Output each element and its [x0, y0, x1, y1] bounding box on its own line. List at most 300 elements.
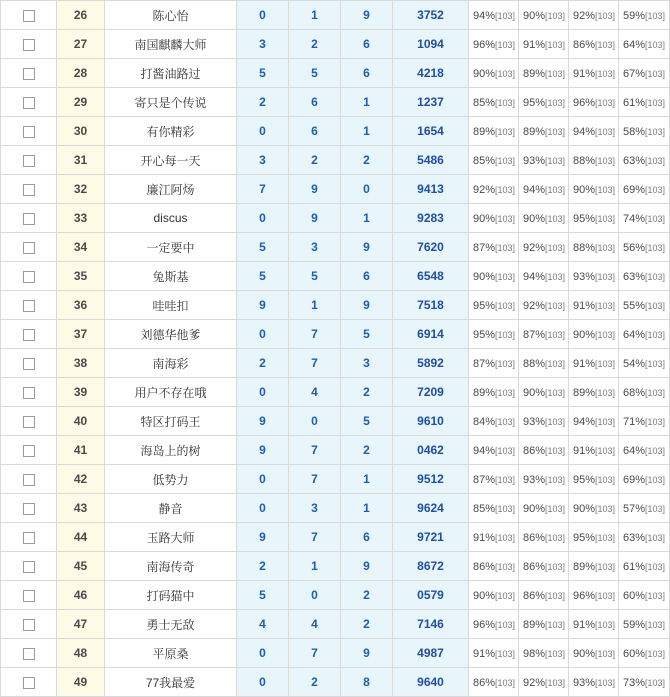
row-select-cell[interactable]: [1, 668, 57, 697]
percent-cell-1-sub: [103]: [495, 446, 516, 456]
number-cell-1: 9: [237, 407, 289, 436]
percent-cell-4-sub: [103]: [645, 591, 666, 601]
number-cell-2: 7: [289, 465, 341, 494]
percent-cell-1: [469, 668, 519, 697]
percent-cell-3-sub: [103]: [595, 185, 616, 195]
player-name-cell[interactable]: 平原桑: [105, 639, 237, 668]
row-select-cell[interactable]: [1, 494, 57, 523]
number-cell-1: 5: [237, 581, 289, 610]
number-cell-2: 3: [289, 233, 341, 262]
percent-cell-3-value: 88%: [573, 242, 596, 254]
row-select-cell[interactable]: [1, 59, 57, 88]
percent-cell-2: [519, 146, 569, 175]
number-cell-2: 6: [289, 88, 341, 117]
percent-cell-1: [469, 1, 519, 30]
percent-cell-4-sub: [103]: [645, 156, 666, 166]
checkbox-icon[interactable]: [23, 39, 35, 51]
row-select-cell[interactable]: [1, 175, 57, 204]
row-select-cell[interactable]: [1, 610, 57, 639]
checkbox-icon[interactable]: [23, 126, 35, 138]
percent-cell-2-sub: [103]: [545, 388, 566, 398]
table-row: [1, 233, 670, 262]
percent-cell-4: [619, 233, 670, 262]
percent-cell-3-sub: [103]: [595, 475, 616, 485]
percent-cell-2-sub: [103]: [545, 359, 566, 369]
percent-cell-2-value: 88%: [523, 358, 546, 370]
percent-cell-3-value: 92%: [573, 10, 596, 22]
percent-cell-2-sub: [103]: [545, 475, 566, 485]
checkbox-icon[interactable]: [23, 300, 35, 312]
percent-cell-4: [619, 465, 670, 494]
percent-cell-2: [519, 494, 569, 523]
percent-cell-1: [469, 436, 519, 465]
number-cell-3: 8: [341, 668, 393, 697]
percent-cell-2: [519, 523, 569, 552]
percent-cell-2: [519, 262, 569, 291]
percent-cell-3-value: 94%: [573, 416, 596, 428]
checkbox-icon[interactable]: [23, 619, 35, 631]
percent-cell-1-value: 84%: [473, 416, 496, 428]
score-cell: 0462: [393, 436, 469, 465]
table-row: [1, 523, 670, 552]
percent-cell-4-sub: [103]: [645, 475, 666, 485]
score-cell: 9283: [393, 204, 469, 233]
table-row: [1, 59, 670, 88]
percent-cell-2-value: 93%: [523, 474, 546, 486]
percent-cell-1-sub: [103]: [495, 504, 516, 514]
table-row: [1, 407, 670, 436]
percent-cell-1-sub: [103]: [495, 620, 516, 630]
score-cell: 4218: [393, 59, 469, 88]
percent-cell-3: [569, 59, 619, 88]
percent-cell-3-value: 91%: [573, 358, 596, 370]
percent-cell-2-value: 92%: [523, 677, 546, 689]
percent-cell-1: [469, 523, 519, 552]
score-cell: 9413: [393, 175, 469, 204]
table-row: [1, 436, 670, 465]
percent-cell-4-sub: [103]: [645, 272, 666, 282]
percent-cell-3-sub: [103]: [595, 591, 616, 601]
checkbox-icon[interactable]: [23, 329, 35, 341]
checkbox-icon[interactable]: [23, 10, 35, 22]
percent-cell-3: [569, 262, 619, 291]
row-select-cell[interactable]: [1, 233, 57, 262]
rank-cell: 28: [57, 59, 105, 88]
number-cell-3: 2: [341, 436, 393, 465]
percent-cell-4: [619, 494, 670, 523]
number-cell-3: 1: [341, 465, 393, 494]
percent-cell-1-sub: [103]: [495, 301, 516, 311]
score-cell: 9512: [393, 465, 469, 494]
percent-cell-1: [469, 233, 519, 262]
number-cell-3: 6: [341, 262, 393, 291]
percent-cell-1: [469, 610, 519, 639]
percent-cell-3-sub: [103]: [595, 388, 616, 398]
percent-cell-3-sub: [103]: [595, 620, 616, 630]
number-cell-2: 0: [289, 407, 341, 436]
player-name-cell[interactable]: 用户不存在哦: [105, 378, 237, 407]
percent-cell-1-sub: [103]: [495, 533, 516, 543]
percent-cell-3-sub: [103]: [595, 301, 616, 311]
player-name-cell[interactable]: 77我最爱: [105, 668, 237, 697]
percent-cell-2: [519, 117, 569, 146]
player-name-cell[interactable]: 低势力: [105, 465, 237, 494]
percent-cell-3-sub: [103]: [595, 533, 616, 543]
percent-cell-4: [619, 146, 670, 175]
percent-cell-3: [569, 291, 619, 320]
player-name-cell[interactable]: 陈心怡: [105, 1, 237, 30]
table-row: [1, 30, 670, 59]
number-cell-3: 9: [341, 291, 393, 320]
percent-cell-4: [619, 262, 670, 291]
percent-cell-4-sub: [103]: [645, 301, 666, 311]
percent-cell-3: [569, 204, 619, 233]
percent-cell-2-sub: [103]: [545, 330, 566, 340]
number-cell-3: 9: [341, 552, 393, 581]
row-select-cell[interactable]: [1, 146, 57, 175]
score-cell: 6548: [393, 262, 469, 291]
player-name-cell[interactable]: discus: [105, 204, 237, 233]
rank-cell: 34: [57, 233, 105, 262]
percent-cell-2-value: 87%: [523, 329, 546, 341]
row-select-cell[interactable]: [1, 30, 57, 59]
number-cell-3: 1: [341, 204, 393, 233]
percent-cell-4: [619, 552, 670, 581]
percent-cell-2-sub: [103]: [545, 127, 566, 137]
percent-cell-3: [569, 175, 619, 204]
checkbox-icon[interactable]: [23, 184, 35, 196]
rank-cell: 36: [57, 291, 105, 320]
checkbox-icon[interactable]: [23, 155, 35, 167]
percent-cell-4-sub: [103]: [645, 417, 666, 427]
percent-cell-3-value: 91%: [573, 619, 596, 631]
row-select-cell[interactable]: [1, 436, 57, 465]
percent-cell-3-sub: [103]: [595, 649, 616, 659]
table-row: [1, 581, 670, 610]
rank-cell: 49: [57, 668, 105, 697]
percent-cell-4-value: 67%: [623, 68, 646, 80]
percent-cell-4: [619, 668, 670, 697]
number-cell-1: 5: [237, 233, 289, 262]
percent-cell-4-sub: [103]: [645, 214, 666, 224]
percent-cell-4-value: 55%: [623, 300, 646, 312]
number-cell-3: 2: [341, 146, 393, 175]
percent-cell-4-value: 73%: [623, 677, 646, 689]
percent-cell-2-value: 90%: [523, 387, 546, 399]
checkbox-icon[interactable]: [23, 590, 35, 602]
percent-cell-2-value: 92%: [523, 242, 546, 254]
table-row: [1, 1, 670, 30]
percent-cell-1-sub: [103]: [495, 40, 516, 50]
rank-cell: 42: [57, 465, 105, 494]
percent-cell-4-sub: [103]: [645, 678, 666, 688]
player-name-cell[interactable]: 兔斯基: [105, 262, 237, 291]
row-select-cell[interactable]: [1, 291, 57, 320]
percent-cell-3: [569, 30, 619, 59]
percent-cell-1-sub: [103]: [495, 11, 516, 21]
player-name-cell[interactable]: 刘德华他爹: [105, 320, 237, 349]
row-select-cell[interactable]: [1, 465, 57, 494]
percent-cell-3-value: 93%: [573, 677, 596, 689]
number-cell-1: 3: [237, 146, 289, 175]
percent-cell-2: [519, 88, 569, 117]
number-cell-3: 5: [341, 320, 393, 349]
checkbox-icon[interactable]: [23, 68, 35, 80]
percent-cell-4-value: 60%: [623, 590, 646, 602]
percent-cell-1-sub: [103]: [495, 330, 516, 340]
percent-cell-4-sub: [103]: [645, 649, 666, 659]
percent-cell-3: [569, 436, 619, 465]
percent-cell-2-value: 95%: [523, 97, 546, 109]
percent-cell-4-sub: [103]: [645, 562, 666, 572]
number-cell-3: 2: [341, 378, 393, 407]
percent-cell-4-value: 59%: [623, 10, 646, 22]
percent-cell-4-sub: [103]: [645, 388, 666, 398]
table-row: [1, 552, 670, 581]
percent-cell-4-value: 61%: [623, 97, 646, 109]
percent-cell-2-sub: [103]: [545, 243, 566, 253]
checkbox-icon[interactable]: [23, 503, 35, 515]
rank-cell: 37: [57, 320, 105, 349]
checkbox-icon[interactable]: [23, 213, 35, 225]
player-name-cell[interactable]: 打码猫中: [105, 581, 237, 610]
checkbox-icon[interactable]: [23, 677, 35, 689]
percent-cell-1-value: 89%: [473, 126, 496, 138]
player-name-cell[interactable]: 静音: [105, 494, 237, 523]
number-cell-3: 3: [341, 349, 393, 378]
percent-cell-1: [469, 320, 519, 349]
percent-cell-1-sub: [103]: [495, 591, 516, 601]
checkbox-icon[interactable]: [23, 271, 35, 283]
percent-cell-2: [519, 436, 569, 465]
checkbox-icon[interactable]: [23, 532, 35, 544]
percent-cell-2-sub: [103]: [545, 620, 566, 630]
percent-cell-1-sub: [103]: [495, 243, 516, 253]
number-cell-2: 7: [289, 349, 341, 378]
player-name-cell[interactable]: 一定要中: [105, 233, 237, 262]
number-cell-3: 0: [341, 175, 393, 204]
row-select-cell[interactable]: [1, 378, 57, 407]
number-cell-2: 5: [289, 59, 341, 88]
number-cell-2: 3: [289, 494, 341, 523]
row-select-cell[interactable]: [1, 639, 57, 668]
player-name-cell[interactable]: 廉江阿炀: [105, 175, 237, 204]
table-row: [1, 465, 670, 494]
row-select-cell[interactable]: [1, 1, 57, 30]
percent-cell-3-sub: [103]: [595, 98, 616, 108]
percent-cell-3: [569, 610, 619, 639]
row-select-cell[interactable]: [1, 523, 57, 552]
row-select-cell[interactable]: [1, 262, 57, 291]
percent-cell-4-value: 63%: [623, 532, 646, 544]
checkbox-icon[interactable]: [23, 474, 35, 486]
score-cell: 7209: [393, 378, 469, 407]
rank-cell: 39: [57, 378, 105, 407]
percent-cell-3: [569, 320, 619, 349]
player-name-cell[interactable]: 开心每一天: [105, 146, 237, 175]
percent-cell-2-value: 89%: [523, 619, 546, 631]
rank-cell: 45: [57, 552, 105, 581]
percent-cell-3-sub: [103]: [595, 446, 616, 456]
percent-cell-2-sub: [103]: [545, 214, 566, 224]
percent-cell-2-value: 86%: [523, 532, 546, 544]
percent-cell-3-sub: [103]: [595, 127, 616, 137]
percent-cell-4: [619, 407, 670, 436]
percent-cell-1-sub: [103]: [495, 417, 516, 427]
number-cell-3: 9: [341, 233, 393, 262]
percent-cell-1: [469, 117, 519, 146]
percent-cell-3: [569, 639, 619, 668]
percent-cell-2-sub: [103]: [545, 417, 566, 427]
checkbox-icon[interactable]: [23, 445, 35, 457]
rank-cell: 46: [57, 581, 105, 610]
checkbox-icon[interactable]: [23, 97, 35, 109]
checkbox-icon[interactable]: [23, 358, 35, 370]
number-cell-3: 9: [341, 639, 393, 668]
number-cell-3: 1: [341, 494, 393, 523]
player-name-cell[interactable]: 特区打码王: [105, 407, 237, 436]
percent-cell-4-value: 54%: [623, 358, 646, 370]
score-cell: 6914: [393, 320, 469, 349]
percent-cell-4: [619, 610, 670, 639]
number-cell-2: 7: [289, 320, 341, 349]
percent-cell-3-value: 90%: [573, 648, 596, 660]
number-cell-2: 7: [289, 523, 341, 552]
table-row: [1, 349, 670, 378]
percent-cell-3-value: 89%: [573, 561, 596, 573]
percent-cell-3-sub: [103]: [595, 243, 616, 253]
score-cell: 9610: [393, 407, 469, 436]
number-cell-3: 6: [341, 30, 393, 59]
row-select-cell[interactable]: [1, 581, 57, 610]
checkbox-icon[interactable]: [23, 416, 35, 428]
number-cell-1: 0: [237, 204, 289, 233]
percent-cell-2-sub: [103]: [545, 272, 566, 282]
player-name-cell[interactable]: 寄只是个传说: [105, 88, 237, 117]
player-name-cell[interactable]: 打酱油路过: [105, 59, 237, 88]
percent-cell-2: [519, 465, 569, 494]
number-cell-3: 9: [341, 1, 393, 30]
percent-cell-2-value: 93%: [523, 416, 546, 428]
percent-cell-4-sub: [103]: [645, 243, 666, 253]
percent-cell-1: [469, 146, 519, 175]
checkbox-icon[interactable]: [23, 561, 35, 573]
percent-cell-4-sub: [103]: [645, 330, 666, 340]
percent-cell-4-sub: [103]: [645, 446, 666, 456]
percent-cell-2-sub: [103]: [545, 533, 566, 543]
player-name-cell[interactable]: 南国麒麟大师: [105, 30, 237, 59]
row-select-cell[interactable]: [1, 117, 57, 146]
player-name-cell[interactable]: 海岛上的树: [105, 436, 237, 465]
row-select-cell[interactable]: [1, 320, 57, 349]
row-select-cell[interactable]: [1, 349, 57, 378]
percent-cell-1-value: 96%: [473, 39, 496, 51]
percent-cell-4-value: 71%: [623, 416, 646, 428]
rank-cell: 31: [57, 146, 105, 175]
percent-cell-2-sub: [103]: [545, 98, 566, 108]
percent-cell-4: [619, 59, 670, 88]
percent-cell-1-sub: [103]: [495, 272, 516, 282]
percent-cell-4-value: 57%: [623, 503, 646, 515]
percent-cell-4: [619, 320, 670, 349]
percent-cell-4-value: 63%: [623, 155, 646, 167]
percent-cell-3-value: 88%: [573, 155, 596, 167]
checkbox-icon[interactable]: [23, 242, 35, 254]
rank-cell: 40: [57, 407, 105, 436]
percent-cell-4-value: 63%: [623, 271, 646, 283]
percent-cell-2-value: 92%: [523, 300, 546, 312]
player-name-cell[interactable]: 南海彩: [105, 349, 237, 378]
percent-cell-3: [569, 117, 619, 146]
percent-cell-4-sub: [103]: [645, 185, 666, 195]
number-cell-2: 7: [289, 639, 341, 668]
number-cell-1: 0: [237, 1, 289, 30]
percent-cell-4: [619, 639, 670, 668]
percent-cell-1: [469, 349, 519, 378]
percent-cell-4-sub: [103]: [645, 127, 666, 137]
player-name-cell[interactable]: 哇哇扣: [105, 291, 237, 320]
player-name-cell[interactable]: 玉路大师: [105, 523, 237, 552]
score-cell: 7518: [393, 291, 469, 320]
percent-cell-4-value: 61%: [623, 561, 646, 573]
number-cell-2: 5: [289, 262, 341, 291]
row-select-cell[interactable]: [1, 88, 57, 117]
percent-cell-1-value: 87%: [473, 474, 496, 486]
percent-cell-1-value: 92%: [473, 184, 496, 196]
row-select-cell[interactable]: [1, 552, 57, 581]
percent-cell-2: [519, 291, 569, 320]
percent-cell-1: [469, 204, 519, 233]
percent-cell-4: [619, 581, 670, 610]
player-name-cell[interactable]: 有你精彩: [105, 117, 237, 146]
percent-cell-1-sub: [103]: [495, 156, 516, 166]
percent-cell-2: [519, 1, 569, 30]
score-cell: 9624: [393, 494, 469, 523]
percent-cell-1-value: 87%: [473, 242, 496, 254]
player-name-cell[interactable]: 勇士无敌: [105, 610, 237, 639]
percent-cell-3-value: 95%: [573, 213, 596, 225]
percent-cell-3-sub: [103]: [595, 562, 616, 572]
rank-cell: 38: [57, 349, 105, 378]
percent-cell-2-value: 94%: [523, 184, 546, 196]
percent-cell-2-sub: [103]: [545, 591, 566, 601]
checkbox-icon[interactable]: [23, 387, 35, 399]
percent-cell-4: [619, 117, 670, 146]
rank-cell: 33: [57, 204, 105, 233]
table-row: [1, 639, 670, 668]
rank-cell: 32: [57, 175, 105, 204]
percent-cell-4-value: 64%: [623, 329, 646, 341]
percent-cell-4: [619, 523, 670, 552]
table-row: [1, 610, 670, 639]
percent-cell-2-value: 90%: [523, 10, 546, 22]
player-name-cell[interactable]: 南海传奇: [105, 552, 237, 581]
number-cell-1: 0: [237, 378, 289, 407]
score-cell: 4987: [393, 639, 469, 668]
row-select-cell[interactable]: [1, 407, 57, 436]
row-select-cell[interactable]: [1, 204, 57, 233]
checkbox-icon[interactable]: [23, 648, 35, 660]
percent-cell-1-value: 87%: [473, 358, 496, 370]
percent-cell-1-value: 95%: [473, 329, 496, 341]
number-cell-1: 0: [237, 117, 289, 146]
percent-cell-1-sub: [103]: [495, 214, 516, 224]
percent-cell-1-value: 90%: [473, 271, 496, 283]
percent-cell-2: [519, 610, 569, 639]
percent-cell-3-value: 94%: [573, 126, 596, 138]
percent-cell-1-value: 86%: [473, 561, 496, 573]
percent-cell-2: [519, 407, 569, 436]
